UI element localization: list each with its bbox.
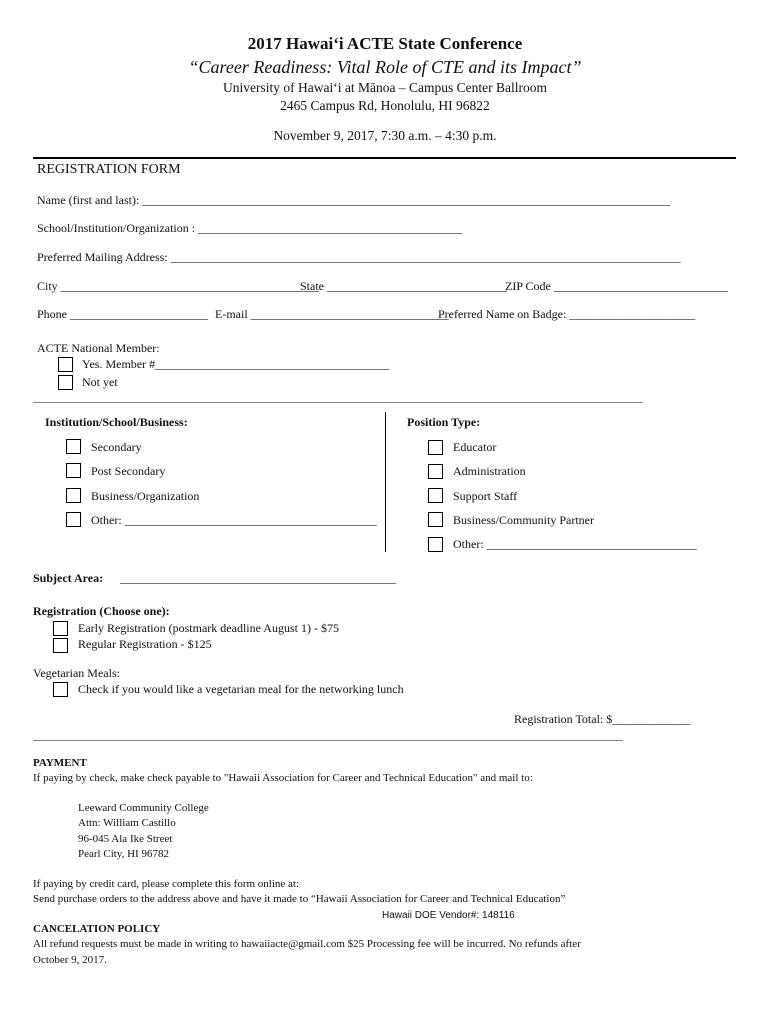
cancelation-text: October 9, 2017. [33, 954, 107, 966]
mail-address-line: Pearl City, HI 96782 [78, 848, 169, 860]
acte-member-label: ACTE National Member: [37, 341, 160, 355]
acte-yes-label: Yes. Member #_______________________________________ [82, 357, 390, 371]
school-field[interactable]: School/Institution/Organization : ____________________________________________ [37, 221, 463, 235]
position-community-partner-checkbox[interactable] [428, 512, 443, 527]
acte-yes-checkbox[interactable] [58, 357, 73, 372]
cancelation-heading: CANCELATION POLICY [33, 923, 161, 935]
position-option-label: Business/Community Partner [453, 513, 594, 527]
mail-address-line: 96-045 Ala Ike Street [78, 833, 173, 845]
state-field[interactable]: State ______________________________ [300, 279, 507, 293]
vegetarian-checkbox[interactable] [53, 682, 68, 697]
institution-other-checkbox[interactable] [66, 512, 81, 527]
institution-secondary-checkbox[interactable] [66, 439, 81, 454]
name-field[interactable]: Name (first and last): ________________________________________________________________________________________ [37, 193, 671, 207]
institution-post-secondary-checkbox[interactable] [66, 463, 81, 478]
position-educator-checkbox[interactable] [428, 440, 443, 455]
acte-no-checkbox[interactable] [58, 375, 73, 390]
regular-registration-checkbox[interactable] [53, 638, 68, 653]
institution-option-label: Business/Organization [91, 489, 200, 503]
city-field[interactable]: City ___________________________________________ [37, 279, 319, 293]
institution-business-checkbox[interactable] [66, 488, 81, 503]
column-divider [385, 412, 386, 552]
badge-name-field[interactable]: Preferred Name on Badge: _____________________ [438, 307, 696, 321]
position-option-label: Support Staff [453, 489, 518, 503]
section-divider: __________________________________________________________________________________________________________________________ [33, 393, 643, 404]
position-heading: Position Type: [407, 415, 481, 429]
purchase-order-text: Send purchase orders to the address above and have it made to “Hawaii Association for Career and Technical Education” [33, 893, 566, 905]
institution-option-label: Post Secondary [91, 464, 166, 478]
mail-address-line: Leeward Community College [78, 802, 209, 814]
position-administration-checkbox[interactable] [428, 464, 443, 479]
vegetarian-option-label: Check if you would like a vegetarian meal for the networking lunch [78, 682, 404, 696]
venue-line: University of Hawaiʻi at Mānoa – Campus Center Ballroom [223, 80, 547, 95]
payment-check-text: If paying by check, make check payable to "Hawaii Association for Career and Technical Education" and mail to: [33, 772, 533, 784]
vegetarian-label: Vegetarian Meals: [33, 666, 120, 680]
institution-heading: Institution/School/Business: [45, 415, 188, 429]
position-option-label: Educator [453, 440, 497, 454]
registration-total-field[interactable]: Registration Total: $_____________ [514, 712, 691, 726]
mailing-address-field[interactable]: Preferred Mailing Address: _____________________________________________________________________________________ [37, 250, 681, 264]
institution-other-field[interactable]: Other: __________________________________________ [91, 513, 377, 527]
form-heading: REGISTRATION FORM [37, 162, 181, 177]
cancelation-text: All refund requests must be made in writing to hawaiiacte@gmail.com $25 Processing fee will be incurred. No refunds after [33, 938, 581, 950]
institution-option-label: Secondary [91, 440, 142, 454]
early-registration-checkbox[interactable] [53, 621, 68, 636]
early-registration-label: Early Registration (postmark deadline August 1) - $75 [78, 621, 339, 635]
address-line: 2465 Campus Rd, Honolulu, HI 96822 [280, 98, 490, 113]
zip-field[interactable]: ZIP Code _____________________________ [505, 279, 728, 293]
payment-heading: PAYMENT [33, 757, 87, 769]
conference-theme: “Career Readiness: Vital Role of CTE and its Impact” [188, 57, 582, 77]
subject-area-label: Subject Area: [33, 571, 104, 585]
position-other-field[interactable]: Other: ___________________________________ [453, 537, 697, 551]
credit-card-text: If paying by credit card, please complete this form online at: [33, 878, 300, 890]
position-support-staff-checkbox[interactable] [428, 488, 443, 503]
position-other-checkbox[interactable] [428, 537, 443, 552]
position-option-label: Administration [453, 464, 526, 478]
total-divider: ______________________________________________________________________________________________________________________ [33, 731, 623, 742]
page-title: 2017 Hawaiʻi ACTE State Conference [247, 34, 523, 53]
regular-registration-label: Regular Registration - $125 [78, 637, 212, 651]
mail-address-line: Attn: William Castillo [78, 817, 176, 829]
header-rule [33, 157, 736, 159]
acte-no-label: Not yet [82, 375, 118, 389]
email-field[interactable]: E-mail _________________________________ [215, 307, 449, 321]
registration-heading: Registration (Choose one): [33, 604, 170, 618]
phone-field[interactable]: Phone _______________________ [37, 307, 208, 321]
subject-area-field[interactable]: ______________________________________________ [120, 571, 396, 585]
date-line: November 9, 2017, 7:30 a.m. – 4:30 p.m. [273, 128, 497, 143]
vendor-number: Hawaii DOE Vendor#: 148116 [382, 910, 515, 921]
